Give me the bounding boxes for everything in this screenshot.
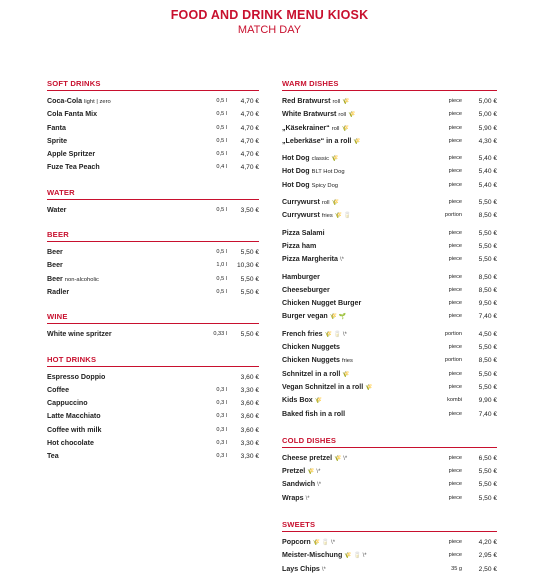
- item-price: 4,20 €: [478, 539, 497, 547]
- item-name-group: [282, 465, 320, 479]
- item-size: 0,3 l: [216, 400, 227, 407]
- item-size: 0,5 l: [216, 124, 227, 131]
- item-size: 0,33 l: [213, 331, 227, 338]
- menu-item: [47, 246, 259, 259]
- allergen-icons: 🌾: [314, 398, 323, 405]
- item-size: 0,5 l: [216, 288, 227, 295]
- menu-item: [47, 397, 259, 410]
- item-size: piece: [448, 229, 462, 236]
- allergen-icons: 🌾: [353, 138, 361, 145]
- menu-item: [282, 152, 497, 165]
- item-name: Sandwich: [282, 480, 316, 489]
- item-name: Beer: [47, 274, 63, 283]
- item-price: 5,00 €: [478, 111, 497, 119]
- allergen-icons: 🌾 🥛 \*: [324, 331, 347, 338]
- item-size: 35 g: [451, 565, 462, 572]
- item-note: classic: [311, 156, 329, 163]
- item-name-group: [282, 354, 353, 368]
- item-price: 3,30 €: [240, 386, 259, 394]
- item-price: 3,30 €: [240, 453, 259, 461]
- item-price: 5,50 €: [478, 256, 497, 264]
- item-size: piece: [448, 552, 462, 559]
- item-size: piece: [448, 98, 462, 104]
- menu-item: [47, 259, 259, 272]
- item-price: 5,50 €: [478, 229, 497, 237]
- item-name-group: [47, 161, 100, 174]
- item-size: 0,5 l: [216, 206, 227, 213]
- item-price: 3,60 €: [240, 400, 259, 408]
- menu-item: [47, 450, 259, 463]
- item-size: 0,3 l: [216, 386, 227, 393]
- item-note: roll: [321, 200, 330, 207]
- item-size: 0,5 l: [216, 151, 227, 158]
- menu-item: [282, 135, 497, 148]
- menu-item: [47, 328, 259, 341]
- item-price: 3,60 €: [240, 413, 259, 421]
- item-size: 0,5 l: [216, 111, 227, 118]
- menu-item: [282, 284, 497, 297]
- item-size: 0,5 l: [216, 275, 227, 282]
- item-name: Chicken Nuggets: [282, 343, 340, 352]
- page-subtitle: MATCH DAY: [237, 24, 302, 36]
- menu-item: [282, 381, 497, 394]
- section-heading: WATER: [47, 187, 259, 200]
- allergen-icons: 🌾 🌱: [329, 314, 347, 321]
- allergen-icons: \*: [317, 482, 322, 489]
- item-name-group: [282, 368, 350, 382]
- menu-item: [282, 253, 497, 266]
- menu-item: [282, 394, 497, 407]
- section-heading: SWEETS: [282, 519, 497, 532]
- item-size: piece: [448, 155, 462, 162]
- item-note: Spicy Dog: [311, 182, 339, 189]
- item-price: 8,50 €: [478, 273, 497, 281]
- item-size: piece: [448, 286, 462, 293]
- menu-item: [282, 209, 497, 222]
- item-size: piece: [448, 410, 462, 417]
- item-name-group: [282, 196, 339, 210]
- item-name-group: [47, 204, 66, 217]
- item-name: Currywurst: [282, 211, 320, 220]
- item-price: 5,50 €: [478, 383, 497, 391]
- allergen-icons: 🌾 \*: [334, 455, 348, 462]
- item-name-group: [282, 95, 350, 109]
- item-name-group: [47, 286, 69, 299]
- item-name-group: [282, 549, 367, 563]
- item-price: 5,00 €: [478, 98, 497, 105]
- item-note: roll: [338, 112, 347, 119]
- menu-item: [282, 492, 497, 505]
- item-size: 0,3 l: [216, 426, 227, 433]
- item-name: Burger vegan: [282, 312, 328, 321]
- item-price: 5,90 €: [478, 124, 497, 132]
- section-heading: SOFT DRINKS: [47, 78, 259, 91]
- section-heading: WARM DISHES: [282, 78, 497, 91]
- item-note: fries: [341, 358, 353, 365]
- item-price: 6,50 €: [478, 454, 497, 462]
- menu-item: [282, 271, 497, 284]
- item-name: „Käsekrainer“: [282, 123, 330, 132]
- item-size: piece: [448, 539, 462, 546]
- item-name: Currywurst: [282, 198, 320, 207]
- item-name: Lays Chips: [282, 564, 320, 573]
- item-name: Vegan Schnitzel in a roll: [282, 382, 364, 391]
- item-name: Fuze Tea Peach: [47, 163, 100, 172]
- item-price: 4,70 €: [240, 98, 259, 105]
- item-name-group: [47, 273, 99, 287]
- item-size: piece: [448, 181, 462, 188]
- item-price: 5,50 €: [478, 199, 497, 207]
- section-sweets: [282, 519, 497, 576]
- item-name: Cappuccino: [47, 399, 88, 408]
- item-size: piece: [448, 481, 462, 488]
- item-name-group: [282, 152, 338, 166]
- allergen-icons: 🌾: [342, 99, 350, 105]
- item-name: Meister-Mischung: [282, 551, 343, 560]
- item-note: non-alcoholic: [64, 276, 99, 283]
- item-name-group: [47, 437, 94, 450]
- menu-item: [282, 227, 497, 240]
- item-name-group: [282, 394, 322, 408]
- item-price: 3,60 €: [240, 426, 259, 434]
- menu-item: [282, 368, 497, 381]
- item-name-group: [282, 209, 351, 223]
- item-name-group: [47, 246, 63, 259]
- menu-item: [282, 297, 497, 310]
- allergen-icons: \*: [339, 257, 344, 264]
- menu-item: [282, 452, 497, 465]
- item-size: piece: [448, 199, 462, 206]
- item-size: 0,4 l: [216, 164, 227, 171]
- item-name-group: [282, 563, 326, 577]
- item-name-group: [47, 135, 67, 148]
- item-price: 3,30 €: [240, 440, 259, 448]
- item-name-group: [282, 381, 373, 395]
- section-heading: HOT DRINKS: [47, 354, 259, 367]
- item-size: piece: [448, 168, 462, 175]
- item-size: piece: [448, 494, 462, 501]
- item-price: 9,50 €: [478, 300, 497, 308]
- item-size: piece: [448, 468, 462, 475]
- item-name: Popcorn: [282, 538, 311, 547]
- item-size: 0,3 l: [216, 413, 227, 420]
- item-note: BLT Hot Dog: [311, 169, 345, 176]
- item-size: kombi: [447, 397, 462, 404]
- item-name-group: [282, 341, 340, 354]
- item-name: Tea: [47, 452, 59, 461]
- item-name-group: [282, 135, 361, 149]
- item-price: 4,30 €: [478, 137, 497, 145]
- item-size: piece: [448, 124, 462, 131]
- menu-item: [282, 478, 497, 491]
- item-name: Fanta: [47, 123, 66, 132]
- menu-item: [282, 354, 497, 367]
- menu-item: [282, 536, 497, 549]
- page-title: FOOD AND DRINK MENU KIOSK: [170, 8, 369, 22]
- item-name-group: [282, 328, 347, 342]
- section-water: [47, 187, 259, 217]
- item-price: 7,40 €: [478, 410, 497, 418]
- menu-item: [47, 424, 259, 437]
- item-price: 5,50 €: [478, 481, 497, 489]
- section-heading: BEER: [47, 229, 259, 242]
- item-name: White wine spritzer: [47, 330, 112, 339]
- allergen-icons: 🌾: [365, 384, 373, 391]
- item-price: 10,30 €: [237, 262, 259, 270]
- menu-item: [47, 122, 259, 135]
- right-column: [282, 78, 497, 576]
- item-name-group: [47, 108, 97, 121]
- allergen-icons: \*: [321, 566, 326, 573]
- item-name: „Leberkäse“ in a roll: [282, 136, 352, 145]
- menu-item: [282, 465, 497, 478]
- allergen-icons: 🌾: [341, 125, 349, 132]
- item-name-group: [282, 179, 338, 193]
- item-name-group: [47, 410, 101, 423]
- item-size: piece: [448, 256, 462, 263]
- menu-item: [282, 95, 497, 108]
- menu-item: [282, 563, 497, 576]
- item-size: piece: [448, 137, 462, 144]
- item-name: Hot Dog: [282, 167, 310, 176]
- menu-item: [47, 437, 259, 450]
- section-beer: [47, 229, 259, 299]
- item-name: Hot Dog: [282, 154, 310, 163]
- item-name: Latte Macchiato: [47, 412, 101, 421]
- item-name: Pizza Salami: [282, 228, 325, 237]
- menu-item: [282, 196, 497, 209]
- item-name-group: [47, 397, 88, 410]
- item-name: Chicken Nugget Burger: [282, 299, 362, 308]
- item-size: piece: [448, 300, 462, 307]
- item-name-group: [282, 271, 320, 284]
- item-name: Pizza ham: [282, 241, 317, 250]
- item-name-group: [282, 227, 325, 240]
- item-size: piece: [448, 273, 462, 280]
- menu-item: [282, 240, 497, 253]
- item-name-group: [47, 259, 63, 272]
- item-size: piece: [448, 370, 462, 377]
- section-heading: COLD DISHES: [282, 435, 497, 448]
- item-name-group: [282, 536, 335, 550]
- allergen-icons: 🌾 🥛: [334, 213, 352, 220]
- menu-item: [47, 204, 259, 217]
- menu-item: [282, 179, 497, 192]
- item-name-group: [282, 478, 321, 492]
- item-name-group: [47, 384, 69, 397]
- item-name: Apple Spritzer: [47, 150, 96, 159]
- item-name-group: [47, 450, 59, 463]
- menu-item: [282, 341, 497, 354]
- item-name-group: [47, 424, 101, 437]
- item-name: Water: [47, 205, 67, 214]
- item-name-group: [282, 284, 330, 297]
- item-size: portion: [444, 357, 462, 364]
- menu-item: [47, 148, 259, 161]
- item-size: piece: [448, 454, 462, 461]
- item-price: 2,50 €: [478, 565, 497, 573]
- item-name-group: [47, 95, 111, 109]
- section-heading: WINE: [47, 311, 259, 324]
- menu-item: [47, 384, 259, 397]
- item-name: Coca-Cola: [47, 97, 83, 105]
- item-name: Sprite: [47, 136, 68, 145]
- item-size: piece: [448, 344, 462, 351]
- menu-item: [47, 161, 259, 174]
- item-name-group: [47, 122, 66, 135]
- allergen-icons: 🌾: [331, 156, 339, 163]
- item-price: 7,40 €: [478, 313, 497, 321]
- item-price: 5,50 €: [478, 344, 497, 352]
- item-name-group: [282, 408, 345, 421]
- section-hot-drinks: [47, 354, 259, 464]
- item-name: Chicken Nuggets: [282, 356, 340, 365]
- item-size: 0,3 l: [216, 440, 227, 447]
- item-name: Radler: [47, 287, 70, 296]
- section-warm-dishes: [282, 78, 497, 421]
- allergen-icons: \*: [305, 495, 310, 502]
- item-price: 4,70 €: [240, 111, 259, 119]
- item-name: Cheeseburger: [282, 285, 330, 294]
- item-name: Beer: [47, 261, 63, 270]
- item-price: 4,70 €: [240, 164, 259, 172]
- item-name: Hot Dog: [282, 180, 310, 189]
- item-size: 0,5 l: [216, 98, 227, 104]
- item-name-group: [282, 240, 316, 253]
- item-note: light | zero: [84, 99, 111, 105]
- item-name-group: [282, 492, 310, 506]
- item-name-group: [47, 371, 105, 384]
- menu-item: [282, 165, 497, 178]
- item-name: White Bratwurst: [282, 110, 337, 119]
- item-price: 8,50 €: [478, 286, 497, 294]
- item-name: Red Bratwurst: [282, 97, 331, 105]
- item-size: piece: [448, 242, 462, 249]
- menu-item: [282, 328, 497, 341]
- item-size: piece: [448, 313, 462, 320]
- item-price: 5,40 €: [478, 168, 497, 176]
- item-name-group: [282, 297, 361, 310]
- left-column: [47, 78, 259, 464]
- allergen-icons: 🌾 🥛 \*: [344, 553, 367, 560]
- item-price: 5,50 €: [240, 275, 259, 283]
- item-price: 8,50 €: [478, 212, 497, 220]
- item-name: Espresso Doppio: [47, 372, 106, 381]
- item-price: 5,50 €: [240, 288, 259, 296]
- item-price: 4,70 €: [240, 137, 259, 145]
- item-name: Beer: [47, 248, 63, 257]
- menu-item: [282, 408, 497, 421]
- item-price: 4,70 €: [240, 151, 259, 159]
- item-price: 5,50 €: [240, 249, 259, 257]
- item-name: Cola Fanta Mix: [47, 110, 98, 119]
- item-name: Hamburger: [282, 272, 320, 281]
- item-name-group: [282, 165, 345, 179]
- item-name: French fries: [282, 329, 323, 338]
- item-size: 0,5 l: [216, 249, 227, 256]
- item-size: portion: [444, 212, 462, 219]
- menu-item: [47, 273, 259, 286]
- item-size: 1,0 l: [216, 262, 227, 269]
- menu-item: [282, 108, 497, 121]
- item-price: 4,70 €: [240, 124, 259, 132]
- menu-item: [47, 371, 259, 384]
- menu-item: [282, 310, 497, 323]
- menu-item: [47, 95, 259, 108]
- item-name: Pretzel: [282, 467, 306, 476]
- item-name-group: [282, 108, 356, 122]
- menu-item: [47, 108, 259, 121]
- item-price: 4,50 €: [478, 330, 497, 338]
- item-price: 5,40 €: [478, 181, 497, 189]
- item-name-group: [47, 148, 95, 161]
- item-size: piece: [448, 111, 462, 118]
- item-name-group: [47, 328, 112, 341]
- item-name: Schnitzel in a roll: [282, 369, 341, 378]
- item-price: 8,50 €: [478, 357, 497, 365]
- item-note: fries: [321, 213, 333, 220]
- item-note: roll: [331, 125, 340, 132]
- item-price: 5,50 €: [240, 331, 259, 339]
- item-price: 2,95 €: [478, 552, 497, 560]
- item-name: Pizza Margherita: [282, 255, 338, 264]
- item-size: piece: [448, 383, 462, 390]
- item-price: 5,50 €: [478, 242, 497, 250]
- item-price: 5,50 €: [478, 494, 497, 502]
- item-size: portion: [444, 330, 462, 337]
- item-name-group: [282, 253, 344, 267]
- allergen-icons: 🌾 \*: [307, 469, 321, 476]
- item-price: 5,50 €: [478, 370, 497, 378]
- item-name: Coffee: [47, 385, 70, 394]
- item-price: 5,40 €: [478, 155, 497, 163]
- allergen-icons: 🌾: [348, 112, 356, 119]
- item-name: Coffee with milk: [47, 425, 102, 434]
- allergen-icons: 🌾 🥛 \*: [312, 540, 336, 547]
- item-name: Cheese pretzel: [282, 453, 333, 462]
- item-name-group: [282, 122, 349, 136]
- item-name: Kids Box: [282, 396, 313, 405]
- item-price: 9,90 €: [478, 397, 497, 405]
- item-name: Wraps: [282, 493, 304, 502]
- item-note: roll: [332, 99, 341, 105]
- section-soft-drinks: [47, 78, 259, 175]
- item-name-group: [282, 310, 346, 324]
- section-wine: [47, 311, 259, 341]
- menu-item: [47, 135, 259, 148]
- menu-item: [47, 286, 259, 299]
- allergen-icons: 🌾: [342, 371, 350, 378]
- item-price: 3,50 €: [240, 206, 259, 214]
- section-cold-dishes: [282, 435, 497, 505]
- item-name: Hot chocolate: [47, 439, 94, 448]
- allergen-icons: 🌾: [331, 200, 340, 207]
- item-name-group: [282, 452, 347, 466]
- menu-item: [282, 549, 497, 562]
- item-price: 5,50 €: [478, 468, 497, 476]
- item-name: Baked fish in a roll: [282, 409, 346, 418]
- menu-item: [282, 122, 497, 135]
- item-size: 0,5 l: [216, 137, 227, 144]
- item-price: 3,60 €: [240, 373, 259, 381]
- item-size: 0,3 l: [216, 453, 227, 460]
- menu-item: [47, 410, 259, 423]
